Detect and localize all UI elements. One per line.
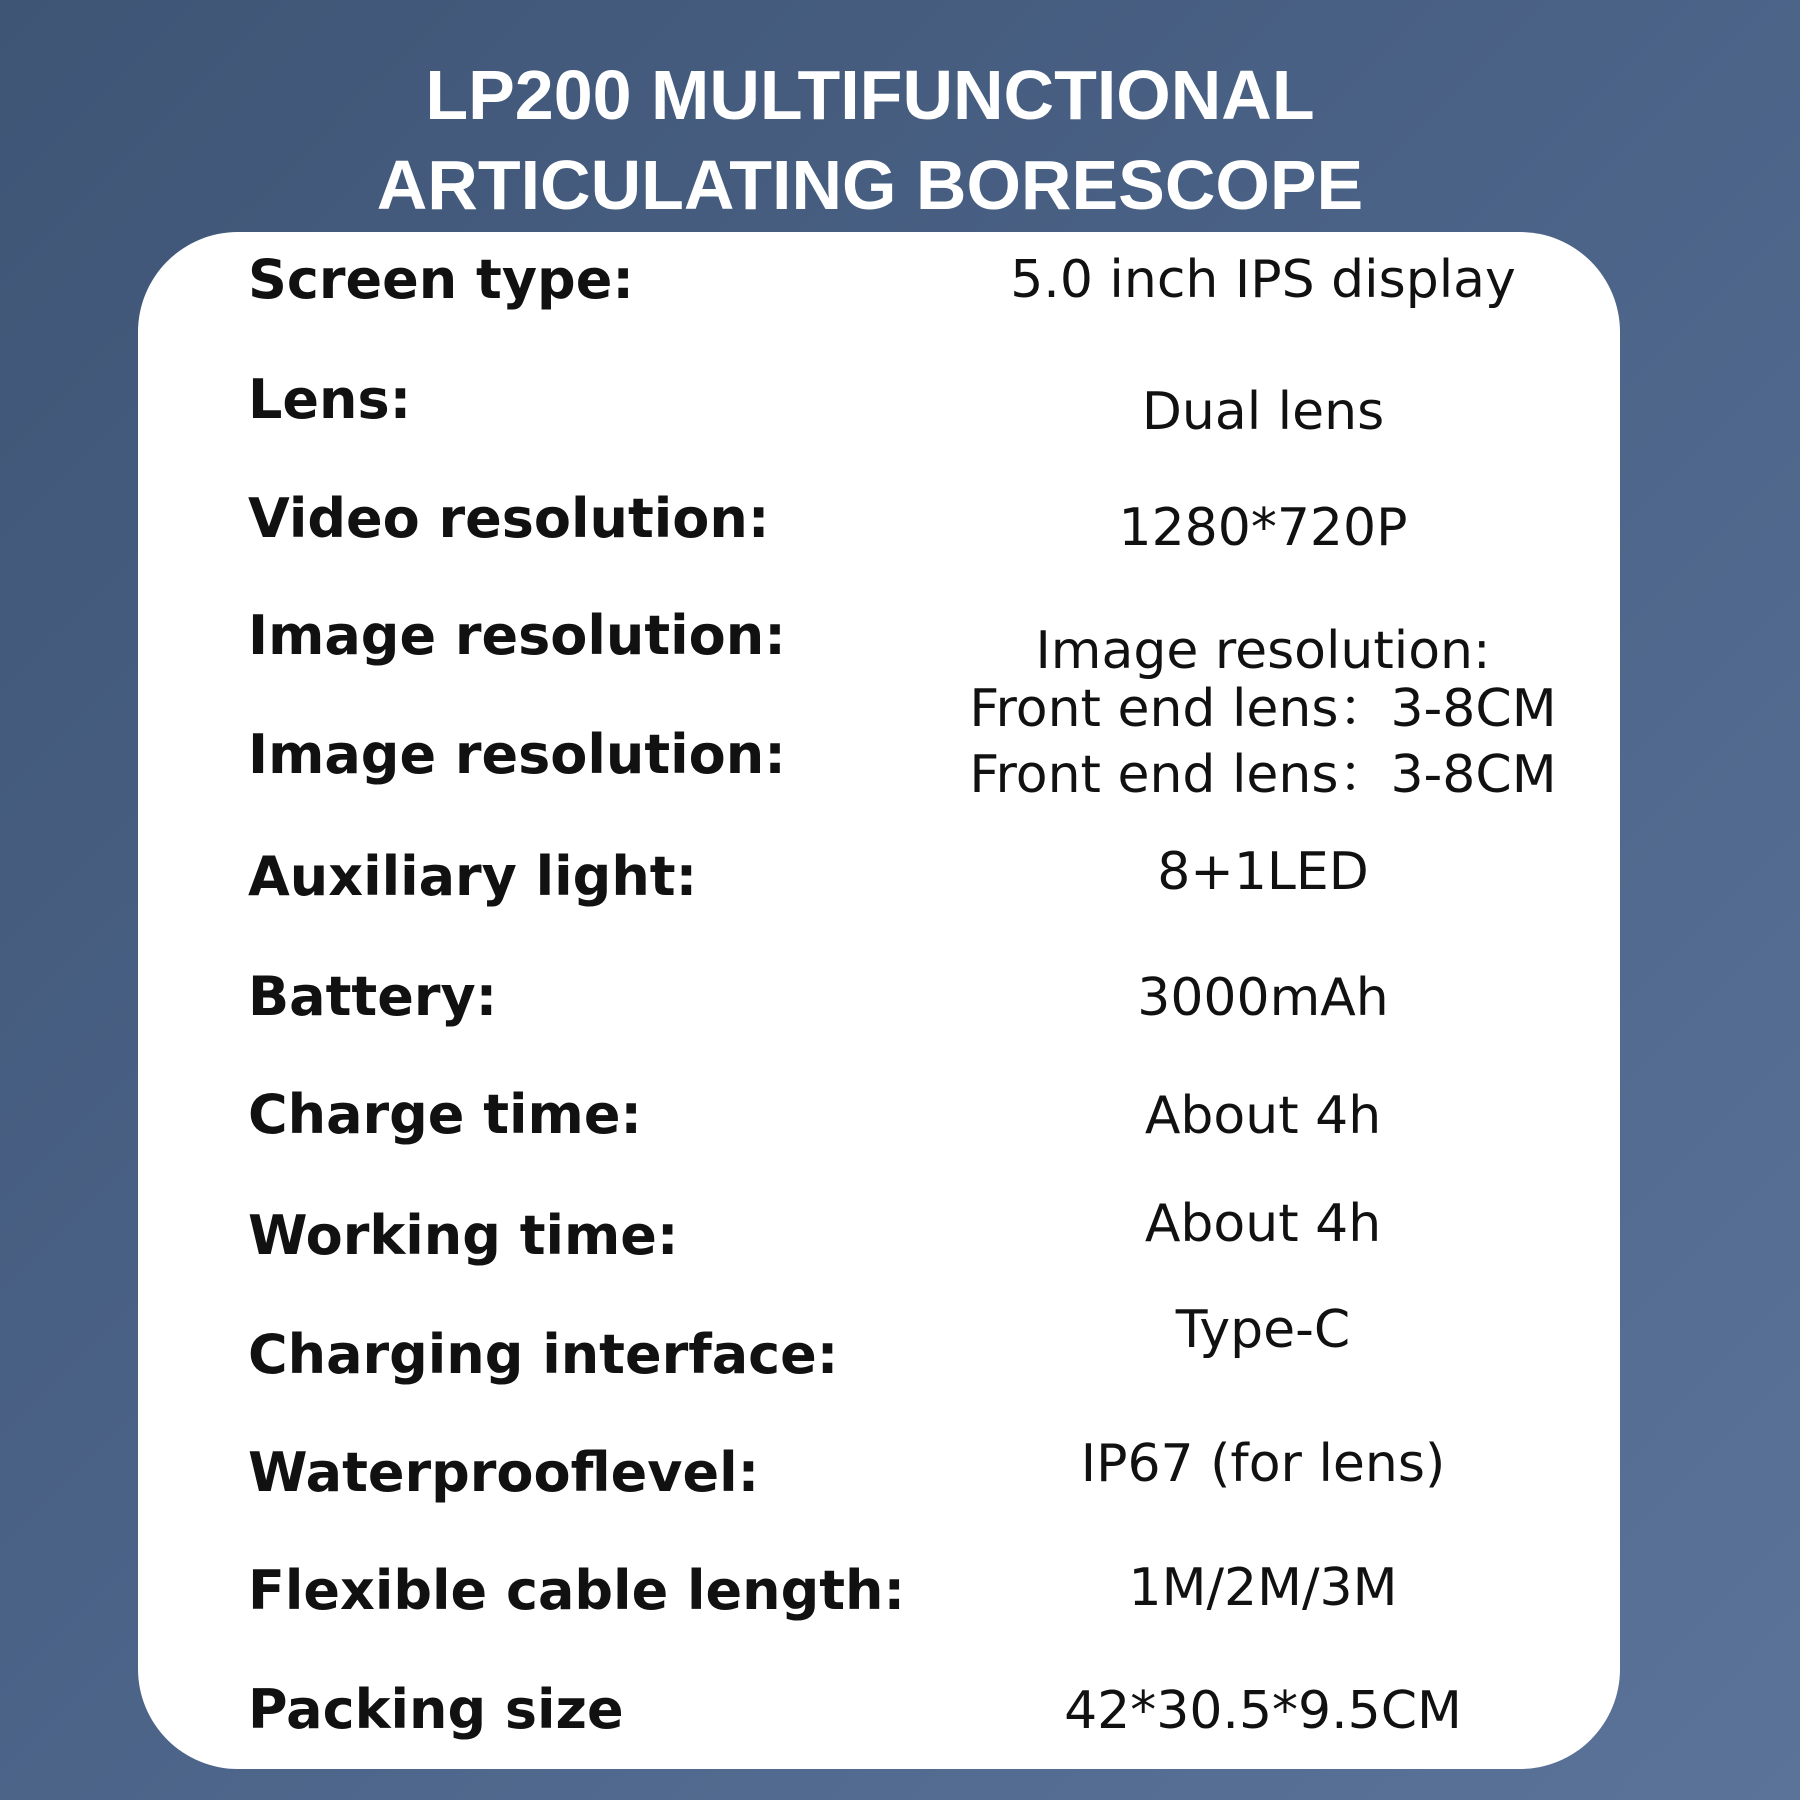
spec-value-working-time: About 4h [1144, 1194, 1382, 1254]
spec-value-image-resolution: Image resolution: [1035, 621, 1491, 681]
spec-label-image-resolution-2: Image resolution: [248, 723, 786, 786]
spec-label-working-time: Working time: [248, 1204, 679, 1267]
spec-value-waterproof-level: IP67 (for lens) [1080, 1434, 1446, 1494]
spec-label-lens: Lens: [248, 368, 412, 431]
spec-label-video-resolution: Video resolution: [248, 487, 770, 550]
title-line-1: LP200 MULTIFUNCTIONAL [425, 56, 1315, 134]
spec-value-video-resolution: 1280*720P [1118, 498, 1408, 558]
spec-value-focus-range-line-2: Front end lens：3-8CM [969, 745, 1557, 805]
spec-card [138, 232, 1620, 1769]
spec-value-charge-time: About 4h [1144, 1086, 1382, 1146]
spec-value-lens: Dual lens [1141, 382, 1385, 442]
spec-value-cable-length: 1M/2M/3M [1128, 1558, 1398, 1618]
spec-label-charging-interface: Charging interface: [248, 1323, 839, 1386]
spec-label-screen-type: Screen type: [248, 248, 634, 311]
spec-label-image-resolution: Image resolution: [248, 604, 786, 667]
spec-value-focus-range-line-1: Front end lens：3-8CM [969, 679, 1557, 739]
spec-label-cable-length: Flexible cable length: [248, 1559, 906, 1622]
spec-value-battery: 3000mAh [1137, 968, 1389, 1028]
spec-label-battery: Battery: [248, 965, 498, 1028]
spec-value-focus-range [888, 676, 1638, 808]
spec-value-screen-type: 5.0 inch IPS display [1010, 250, 1516, 310]
spec-label-charge-time: Charge time: [248, 1083, 643, 1146]
spec-value-packing-size: 42*30.5*9.5CM [1064, 1681, 1462, 1741]
page-title [0, 50, 1740, 230]
title-line-2: ARTICULATING BORESCOPE [376, 146, 1364, 224]
spec-label-waterproof-level: Waterprooflevel: [248, 1441, 760, 1504]
spec-label-auxiliary-light: Auxiliary light: [248, 845, 698, 908]
spec-value-charging-interface: Type-C [1175, 1300, 1351, 1360]
spec-label-packing-size: Packing size [248, 1678, 624, 1741]
spec-value-auxiliary-light: 8+1LED [1157, 842, 1369, 902]
